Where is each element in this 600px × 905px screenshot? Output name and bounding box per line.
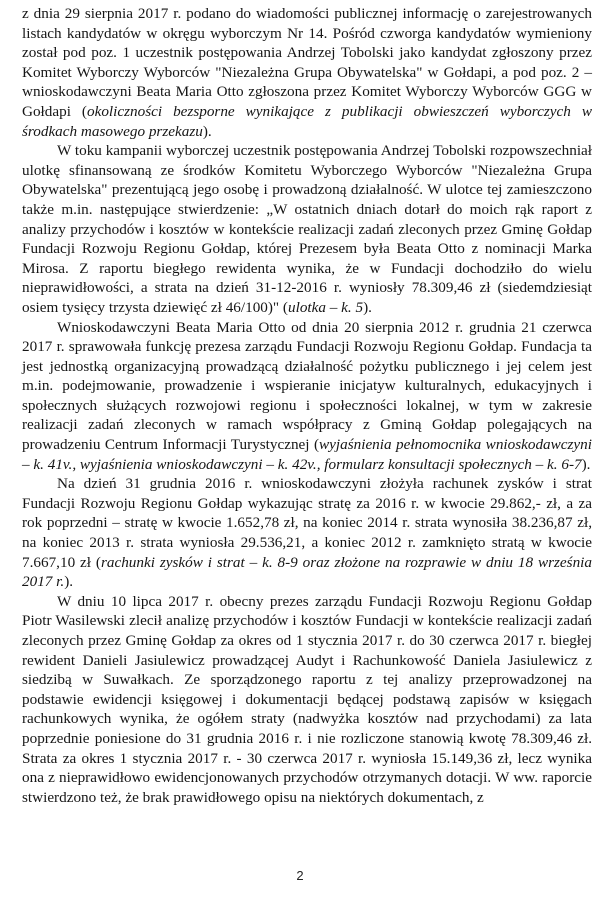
paragraph-4 [22, 474, 592, 592]
paragraph-3-citation: wyjaśnienia pełnomocnika wnioskodawczyni – k. 41v., wyjaśnienia wnioskodawczyni – k. 42v., formularz konsultacji społecznych – k. 6-7 [22, 436, 592, 473]
paragraph-3-text: Wnioskodawczyni Beata Maria Otto od dnia 20 sierpnia 2012 r. grudnia 21 czerwca 2017 r. sprawowała funkcję prezesa zarządu Fundacji Rozwoju Regionu Gołdap. Fundacja ta jest jednostką organizacyjną prowadzącą działalność pożytku publicznego i jej celem jest m.in. podejmowanie, prowadzenie i wspieranie inicjatyw kulturalnych, edukacyjnych i społecznych służących rozwojowi regionu i społeczności lokalnej, w tym w zakresie realizacji zadań zleconych w ramach współpracy z Gminą Gołdap polegających na prowadzeniu Centrum Informacji Turystycznej ( [22, 318, 592, 454]
paragraph-4-text: Na dzień 31 grudnia 2016 r. wnioskodawczyni złożyła rachunek zysków i strat Fundacji Rozwoju Regionu Gołdap wykazując stratę za 2016 r. w kwocie 29.862,- zł, a za rok poprzedni – stratę w kwocie 1.652,78 zł, na koniec 2014 r. strata wynosiła 38.236,87 zł, na koniec 2013 r. strata wyniosła 29.536,21, a koniec 2012 r. zamknięto stratą w kwocie 7.667,10 zł ( [22, 475, 592, 571]
paragraph-4-end: ). [64, 573, 74, 591]
page-number: 2 [296, 868, 304, 883]
paragraph-2-citation: ulotka – k. 5 [288, 298, 364, 316]
paragraph-5 [22, 592, 592, 808]
paragraph-2 [22, 141, 592, 317]
document-page [22, 4, 592, 807]
paragraph-3-end: ). [581, 455, 591, 473]
paragraph-4-citation: rachunki zysków i strat – k. 8-9 oraz złożone na rozprawie w dniu 18 września 2017 r. [22, 553, 592, 591]
paragraph-5-text: W dniu 10 lipca 2017 r. obecny prezes zarządu Fundacji Rozwoju Regionu Gołdap Piotr Wasilewski zlecił analizę przychodów i kosztów Fundacji w kontekście realizacji zadań zleconych przez Gminę Gołdap za okres od 1 stycznia 2017 r. do 30 czerwca 2017 r. biegłej rewident Danieli Jasiulewicz prowadzącej Audyt i Rachunkowość Daniela Jasiulewicz z siedzibą w Suwałkach. Ze sporządzonego raportu z tej analizy przeprowadzonej na podstawie ewidencji księgowej i dokumentacji będącej podstawą zapisów w księgach rachunkowych wynika, że ogółem straty (nadwyżka kosztów nad przychodami) za lata poprzednie poniesione do 31 grudnia 2016 r. i nie rozliczone stanowią kwotę 78.309,46 zł. Strata za okres 1 stycznia 2017 r. - 30 czerwca 2017 r. wyniosła 15.149,36 zł, lecz wynika ona z nieprawidłowo ewidencjonowanych przychodów otrzymanych dotacji. W ww. raporcie stwierdzono też, że brak prawidłowego opisu na niektórych dokumentach, z [22, 592, 592, 806]
paragraph-1-end: ). [202, 122, 212, 140]
paragraph-2-end: ). [363, 298, 372, 316]
paragraph-3 [22, 318, 592, 475]
paragraph-1-citation: okoliczności bezsporne wynikające z publikacji obwieszczeń wyborczych w środkach masowego przekazu [22, 102, 592, 140]
paragraph-2-text: W toku kampanii wyborczej uczestnik postępowania Andrzej Tobolski rozpowszechniał ulotkę sfinansowaną ze środków Komitetu Wyborczego Wyborców "Niezależna Grupa Obywatelska" prezentującą jego osobę i prowadzoną działalność. W ulotce tej zamieszczono także m.in. następujące stwierdzenie: „W ostatnich dniach dotarł do moich rąk raport z analizy przychodów i kosztów w kontekście realizacji zadań zleconych przez Gminę Gołdap Fundacji Rozwoju Regionu Gołdap, której Prezesem była Beata Otto z nominacji Marka Mirosa. Z raportu biegłego rewidenta wynika, że w Fundacji dochodziło do wielu nieprawidłowości, a strata na dzień 31-12-2016 r. wyniosły 78.309,46 zł (siedemdziesiąt osiem tysięcy trzysta dziewięć zł 46/100)" ( [22, 142, 592, 316]
paragraph-1-text: z dnia 29 sierpnia 2017 r. podano do wiadomości publicznej informację o zarejestrowanych listach kandydatów w okręgu wyborczym Nr 14. Pośród czworga kandydatów wymieniony został pod poz. 1 uczestnik postępowania Andrzej Tobolski jako kandydat zgłoszony przez Komitet Wyborczy Wyborców "Niezależna Grupa Obywatelska" w Gołdapi, a pod poz. 2 – wnioskodawczyni Beata Maria Otto zgłoszona przez Komitet Wyborczy Wyborców GGG w Gołdapi ( [22, 5, 592, 120]
paragraph-1 [22, 4, 592, 141]
